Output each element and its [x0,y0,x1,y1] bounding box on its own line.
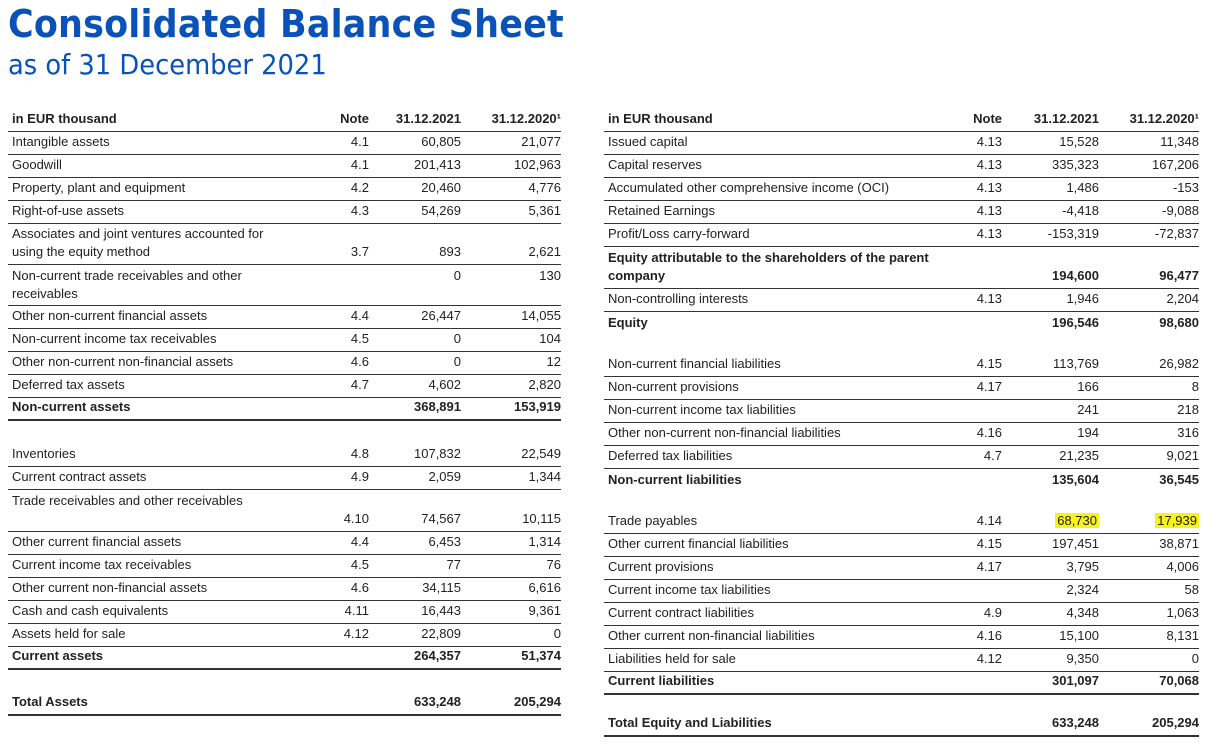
row-value-2021: 4,348 [1066,605,1099,620]
row-label: Other current non-financial assets [12,580,208,595]
row-label: Liabilities held for sale [608,651,736,666]
row-value-2021: 9,350 [1066,651,1099,666]
row-note [309,416,369,419]
row-label: Issued capital [608,134,688,149]
highlighted-value: 17,939 [1157,513,1197,528]
row-value-2021: 264,357 [414,648,461,663]
row-value-2021: 201,413 [414,157,461,172]
row-value-2021: 2,059 [428,469,461,484]
row-value-2021: 335,323 [1052,157,1099,172]
row-value-2020: 205,294 [514,694,561,709]
table-row [8,224,561,265]
row-value-2021: 1,946 [1066,291,1099,306]
table-row [8,265,561,306]
row-label: Current provisions [608,559,714,574]
row-note: 4.13 [976,203,1002,218]
row-value-2021: 194 [1077,425,1099,440]
total-row [604,695,1199,737]
row-value-2020: -72,837 [1154,226,1199,241]
row-value-2020: 76 [546,557,561,572]
table-row [604,224,1199,247]
row-value-2020: 58 [1184,582,1199,597]
row-value-2020: 0 [553,626,561,641]
table-row [604,626,1199,649]
row-value-2020: 12 [546,354,561,369]
row-value-2020: 11,348 [1160,134,1199,149]
row-note [947,332,1002,335]
header-note: Note [340,111,369,126]
total-row [8,670,561,716]
row-value-2020: -9,088 [1162,203,1199,218]
row-value-2021 [1002,512,1099,533]
row-value-2021: 194,600 [1052,268,1099,283]
row-note: 4.4 [350,308,369,323]
row-value-2020: 10,115 [522,511,561,526]
row-value-2021: -153,319 [1047,226,1099,241]
page-title: Consolidated Balance Sheet [8,2,564,46]
row-note: 4.2 [350,180,369,195]
table-row [604,178,1199,201]
row-note [947,599,1002,602]
row-label: Total Equity and Liabilities [608,715,772,730]
row-label: Right-of-use assets [12,203,124,218]
assets-table [8,108,561,716]
header-label: in EUR thousand [12,111,117,126]
row-value-2021: 6,453 [428,534,461,549]
row-value-2020: 1,063 [1166,605,1199,620]
table-row [604,132,1199,155]
row-label: Other current financial assets [12,534,182,549]
row-label: Total Assets [12,694,88,709]
row-label: Cash and cash equivalents [12,603,169,618]
table-row [8,155,561,178]
row-label: Non-current liabilities [608,472,742,487]
row-label: Other non-current non-financial assets [12,354,234,369]
row-note: 4.16 [976,628,1002,643]
row-value-2020: 5,361 [528,203,561,218]
subtotal-row [604,672,1199,695]
row-value-2020: 2,820 [528,377,561,392]
table-row [604,446,1199,469]
row-note: 4.13 [976,134,1002,149]
row-label: Current contract assets [12,469,147,484]
row-note: 4.1 [350,157,369,172]
row-note: 4.15 [976,356,1002,371]
row-value-2021: 15,528 [1059,134,1099,149]
row-label: Non-current provisions [608,379,739,394]
subtotal-row [8,398,561,421]
table-row [604,289,1199,312]
row-value-2021: 368,891 [414,399,461,414]
row-label: Deferred tax assets [12,377,125,392]
highlighted-value: 68,730 [1057,513,1097,528]
row-value-2021: 2,324 [1066,582,1099,597]
row-label: Other current financial liabilities [608,536,789,551]
row-label-line1: Associates and joint ventures accounted for [12,226,264,241]
row-note: 4.11 [344,603,369,618]
table-row [604,155,1199,178]
row-value-2021: 113,769 [1052,356,1099,371]
row-note: 4.13 [976,180,1002,195]
table-header [604,108,1199,132]
row-label: Retained Earnings [608,203,715,218]
row-note: 4.5 [350,331,369,346]
row-value-2021: 196,546 [1052,315,1099,330]
equity-liabilities-table [604,108,1199,737]
row-value-2021: 22,809 [421,626,461,641]
row-label: Accumulated other comprehensive income (OCI) [608,180,890,195]
row-label: Current assets [12,648,104,663]
table-row [8,132,561,155]
subtotal-row [604,247,1199,289]
table-row [8,375,561,398]
row-note [947,285,1002,288]
row-value-2021: 633,248 [1052,715,1099,730]
row-label: Current liabilities [608,673,715,688]
row-label: Profit/Loss carry-forward [608,226,750,241]
row-value-2021: 241 [1077,402,1099,417]
row-value-2020: 26,982 [1159,356,1199,371]
row-note: 4.10 [343,511,369,526]
header-note: Note [973,111,1002,126]
row-label: Deferred tax liabilities [608,448,733,463]
row-label: Current income tax liabilities [608,582,771,597]
row-value-2020: 36,545 [1159,472,1199,487]
row-value-2020: 8,131 [1166,628,1199,643]
row-label-line2: company [608,268,666,283]
row-note: 4.15 [976,536,1002,551]
row-label: Current contract liabilities [608,605,754,620]
row-note [309,711,369,714]
row-label: Non-current financial liabilities [608,356,781,371]
row-value-2021: 633,248 [414,694,461,709]
row-value-2020: 4,776 [528,180,561,195]
row-label: Other non-current non-financial liabilities [608,425,841,440]
row-value-2020 [1099,512,1199,533]
row-note: 4.9 [983,605,1002,620]
row-value-2021: 4,602 [428,377,461,392]
table-row [8,555,561,578]
row-value-2021: 197,451 [1052,536,1099,551]
row-value-2021: 0 [453,354,461,369]
row-value-2020: 218 [1177,402,1199,417]
table-row [8,532,561,555]
row-value-2021: 893 [439,244,461,259]
row-value-2021: 0 [453,268,461,283]
row-label: Intangible assets [12,134,110,149]
row-value-2020: 96,477 [1159,268,1199,283]
row-label: Non-current assets [12,399,131,414]
row-value-2021: 26,447 [421,308,461,323]
row-label: Assets held for sale [12,626,126,641]
row-label [604,249,947,288]
table-row [8,490,561,532]
row-note: 4.8 [350,446,369,461]
row-note: 4.4 [350,534,369,549]
row-note: 4.9 [350,469,369,484]
row-value-2021: 3,795 [1066,559,1099,574]
row-note: 4.13 [976,157,1002,172]
row-value-2020: 2,204 [1166,291,1199,306]
row-value-2020: 4,006 [1166,559,1199,574]
table-row [8,352,561,375]
row-value-2020: 21,077 [521,134,561,149]
row-value-2021: 77 [446,557,461,572]
row-value-2021: 0 [453,331,461,346]
row-value-2020: 316 [1177,425,1199,440]
header-col1: 31.12.2021 [395,111,461,126]
subtotal-row [604,312,1199,335]
row-note: 4.17 [976,379,1002,394]
row-value-2020: 102,963 [514,157,561,172]
row-note [947,419,1002,422]
row-value-2021: 20,460 [421,180,461,195]
row-note [309,665,369,668]
row-value-2021: -4,418 [1062,203,1099,218]
table-row [604,649,1199,672]
row-label: Other non-current financial assets [12,308,208,323]
row-value-2021: 15,100 [1059,628,1099,643]
row-label: Current income tax receivables [12,557,192,572]
subtotal-row [604,469,1199,492]
row-value-2021: 107,832 [414,446,461,461]
row-label: Non-current income tax liabilities [608,402,796,417]
row-note: 4.14 [976,513,1002,528]
row-value-2021: 16,443 [421,603,461,618]
row-value-2021: 135,604 [1052,472,1099,487]
row-label: Equity [608,315,648,330]
table-row [8,178,561,201]
page-subtitle: as of 31 December 2021 [8,48,327,81]
table-row [604,201,1199,224]
row-value-2020: 0 [1191,651,1199,666]
row-label [8,265,309,306]
row-value-2021: 60,805 [421,134,461,149]
row-note: 4.17 [976,559,1002,574]
row-note: 4.13 [976,226,1002,241]
row-value-2020: 51,374 [521,648,561,663]
row-note: 4.12 [343,626,369,641]
row-value-2021: 301,097 [1052,673,1099,688]
row-value-2021: 34,115 [422,580,461,595]
row-note: 4.5 [350,557,369,572]
header-col1: 31.12.2021 [1033,111,1099,126]
row-value-2020: 70,068 [1159,673,1199,688]
row-value-2020: -153 [1172,180,1199,195]
row-label [8,225,309,264]
header-col2: 31.12.2020¹ [491,111,561,126]
table-row [604,603,1199,626]
row-label: Capital reserves [608,157,702,172]
table-row [604,557,1199,580]
row-value-2020: 8 [1191,379,1199,394]
row-note: 4.6 [350,580,369,595]
table-row [604,580,1199,603]
row-value-2021: 166 [1077,379,1099,394]
row-value-2020: 6,616 [528,580,561,595]
row-label-line1: Equity attributable to the shareholders of the parent [608,250,929,265]
row-label: Other current non-financial liabilities [608,628,815,643]
row-value-2021: 21,235 [1059,448,1099,463]
row-label: Inventories [12,446,76,461]
row-label: Property, plant and equipment [12,180,186,195]
row-value-2021: 74,567 [421,511,461,526]
row-value-2020: 9,021 [1166,448,1199,463]
row-value-2020: 130 [539,268,561,283]
table-header [8,108,561,132]
row-label: Trade payables [608,513,698,528]
row-value-2020: 9,361 [528,603,561,618]
row-value-2020: 1,344 [528,469,561,484]
table-row [8,624,561,647]
row-value-2020: 14,055 [521,308,561,323]
row-value-2020: 205,294 [1152,715,1199,730]
row-label: Non-current income tax receivables [12,331,217,346]
row-value-2021: 54,269 [421,203,461,218]
row-value-2021: 1,486 [1066,180,1099,195]
row-value-2020: 104 [539,331,561,346]
row-value-2020: 38,871 [1159,536,1199,551]
row-label-line1: Non-current trade receivables and other [12,268,242,283]
table-row [604,492,1199,534]
row-label-line2: receivables [12,286,78,301]
row-note [947,489,1002,492]
table-row [8,201,561,224]
row-note: 4.3 [350,203,369,218]
table-row [8,421,561,467]
row-label-spacer [8,528,309,531]
table-row [8,306,561,329]
table-row [604,335,1199,377]
row-note: 3.7 [350,244,369,259]
row-note [309,265,369,270]
table-row [8,601,561,624]
table-row [8,329,561,352]
row-value-2020: 1,314 [528,534,561,549]
table-row [604,400,1199,423]
row-note: 4.7 [983,448,1002,463]
row-label: Goodwill [12,157,62,172]
row-note [947,690,1002,693]
header-label: in EUR thousand [608,111,713,126]
header-col2: 31.12.2020¹ [1129,111,1199,126]
row-label: Non-controlling interests [608,291,749,306]
subtotal-row [8,647,561,670]
row-value-2020: 153,919 [514,399,561,414]
row-note: 4.13 [976,291,1002,306]
row-note: 4.12 [976,651,1002,666]
row-note: 4.6 [350,354,369,369]
table-row [604,534,1199,557]
row-label-line2: using the equity method [12,244,151,259]
row-value-2020: 98,680 [1159,315,1199,330]
table-row [8,467,561,490]
row-note: 4.1 [350,134,369,149]
row-note: 4.7 [350,377,369,392]
row-note: 4.16 [976,425,1002,440]
row-value-2020: 22,549 [521,446,561,461]
table-row [8,578,561,601]
row-value-2020: 167,206 [1152,157,1199,172]
row-note [947,732,1002,735]
row-value-2020: 2,621 [528,244,561,259]
table-row [604,377,1199,400]
row-label: Trade receivables and other receivables [12,493,243,508]
table-row [604,423,1199,446]
